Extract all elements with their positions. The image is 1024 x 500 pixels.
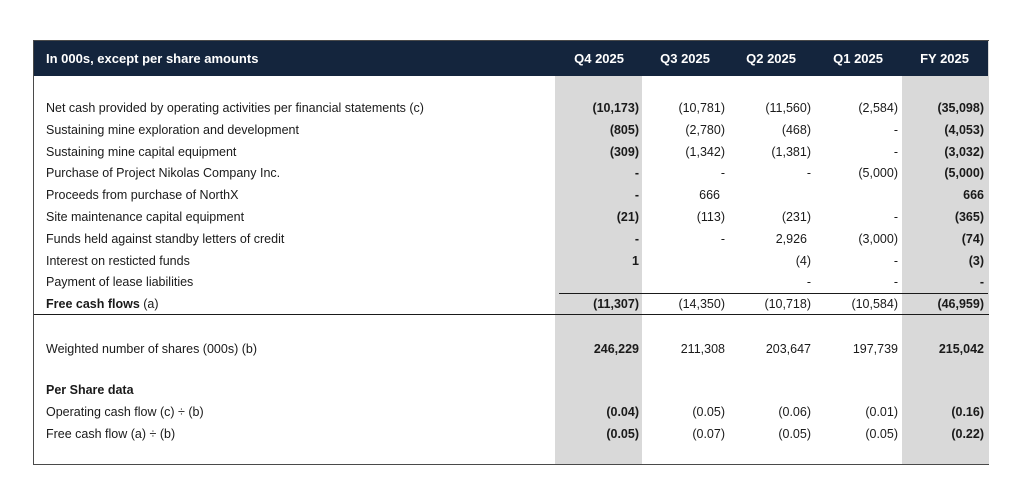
cell-q2: - [806, 166, 811, 180]
cell-fy: - [979, 275, 984, 289]
table-row [34, 207, 988, 228]
cell-fy: (35,098) [937, 101, 984, 115]
header-col-q4: Q4 2025 [574, 51, 624, 66]
row-label: Free cash flows (a) [46, 297, 159, 311]
table-row [34, 120, 988, 141]
cell-q1: (10,584) [851, 297, 898, 311]
row-label: Purchase of Project Nikolas Company Inc. [46, 166, 281, 180]
cell-q3: 666 [699, 188, 720, 202]
cell-q3: (1,342) [685, 145, 725, 159]
cell-q1: (2,584) [858, 101, 898, 115]
table-row [34, 98, 988, 119]
table-row [34, 402, 988, 423]
header-col-q2: Q2 2025 [746, 51, 796, 66]
cell-q4: (805) [609, 123, 639, 137]
row-label: Proceeds from purchase of NorthX [46, 188, 239, 202]
header-label: In 000s, except per share amounts [46, 51, 259, 66]
cell-fy: (0.22) [951, 427, 984, 441]
cell-q1: - [893, 145, 898, 159]
cell-q1: - [893, 254, 898, 268]
table-row [34, 424, 988, 445]
cell-q3: (0.07) [692, 427, 725, 441]
section-heading: Per Share data [46, 383, 134, 397]
cell-q2: (11,560) [765, 101, 811, 115]
header-col-q3: Q3 2025 [660, 51, 710, 66]
cell-q4: (309) [609, 145, 639, 159]
cell-q3: (2,780) [685, 123, 725, 137]
table-row [34, 229, 988, 250]
cell-q4: - [634, 166, 639, 180]
cell-q1: (5,000) [858, 166, 898, 180]
cell-q4: (10,173) [592, 101, 639, 115]
cell-q4: - [634, 232, 639, 246]
cell-q2: (4) [795, 254, 811, 268]
section-heading-row [34, 380, 988, 401]
cell-q1: - [893, 275, 898, 289]
table-row [34, 339, 988, 360]
row-label: Site maintenance capital equipment [46, 210, 245, 224]
cell-q4: - [634, 188, 639, 202]
cell-q3: (10,781) [678, 101, 725, 115]
cell-q2: (468) [781, 123, 811, 137]
header-col-q1: Q1 2025 [833, 51, 883, 66]
cell-q3: - [720, 232, 725, 246]
cell-q1: - [893, 123, 898, 137]
cell-q1: (0.01) [865, 405, 898, 419]
table-row [34, 142, 988, 163]
cell-fy: (0.16) [951, 405, 984, 419]
cell-q3: - [720, 166, 725, 180]
cell-fy: (3) [968, 254, 984, 268]
cash-flow-table [33, 40, 989, 465]
table-row [34, 163, 988, 184]
cell-q3: 211,308 [680, 342, 725, 356]
cell-q3: (113) [696, 210, 725, 224]
row-label: Payment of lease liabilities [46, 275, 194, 289]
cell-fy: 215,042 [938, 342, 984, 356]
cell-fy: 666 [963, 188, 984, 202]
cell-q1: - [893, 210, 898, 224]
cell-q2: 2,926 [775, 232, 807, 246]
cell-q4: (21) [616, 210, 639, 224]
cell-q1: (3,000) [858, 232, 898, 246]
row-label: Funds held against standby letters of credit [46, 232, 285, 246]
row-label: Interest on resticted funds [46, 254, 190, 268]
cell-q2: (0.06) [778, 405, 811, 419]
cell-fy: (5,000) [944, 166, 984, 180]
row-label: Sustaining mine exploration and development [46, 123, 299, 137]
table-header [34, 41, 988, 76]
cell-fy: (46,959) [937, 297, 984, 311]
table-row [34, 185, 988, 206]
table-row-total [34, 294, 988, 315]
row-label: Sustaining mine capital equipment [46, 145, 237, 159]
cell-q4: (11,307) [593, 297, 639, 311]
cell-q2: 203,647 [765, 342, 811, 356]
header-col-fy: FY 2025 [920, 51, 969, 66]
cell-fy: (74) [961, 232, 984, 246]
cell-q1: 197,739 [852, 342, 898, 356]
row-label: Weighted number of shares (000s) (b) [46, 342, 257, 356]
total-rule [34, 314, 989, 315]
row-label: Operating cash flow (c) ÷ (b) [46, 405, 204, 419]
cell-q4: 246,229 [593, 342, 639, 356]
table-row [34, 272, 988, 293]
cell-q2: (231) [781, 210, 811, 224]
row-label: Free cash flow (a) ÷ (b) [46, 427, 176, 441]
cell-fy: (3,032) [944, 145, 984, 159]
cell-fy: (4,053) [944, 123, 984, 137]
cell-q2: (0.05) [778, 427, 811, 441]
cell-q3: (14,350) [678, 297, 725, 311]
cell-q3: (0.05) [692, 405, 725, 419]
cell-q2: (1,381) [771, 145, 811, 159]
row-label: Net cash provided by operating activities per financial statements (c) [46, 101, 424, 115]
cell-q2: (10,718) [764, 297, 811, 311]
table-row [34, 251, 988, 272]
cell-q4: (0.04) [606, 405, 639, 419]
cell-fy: (365) [954, 210, 984, 224]
cell-q2: - [806, 275, 811, 289]
cell-q1: (0.05) [865, 427, 898, 441]
cell-q4: (0.05) [606, 427, 639, 441]
cell-q4: 1 [632, 254, 639, 268]
